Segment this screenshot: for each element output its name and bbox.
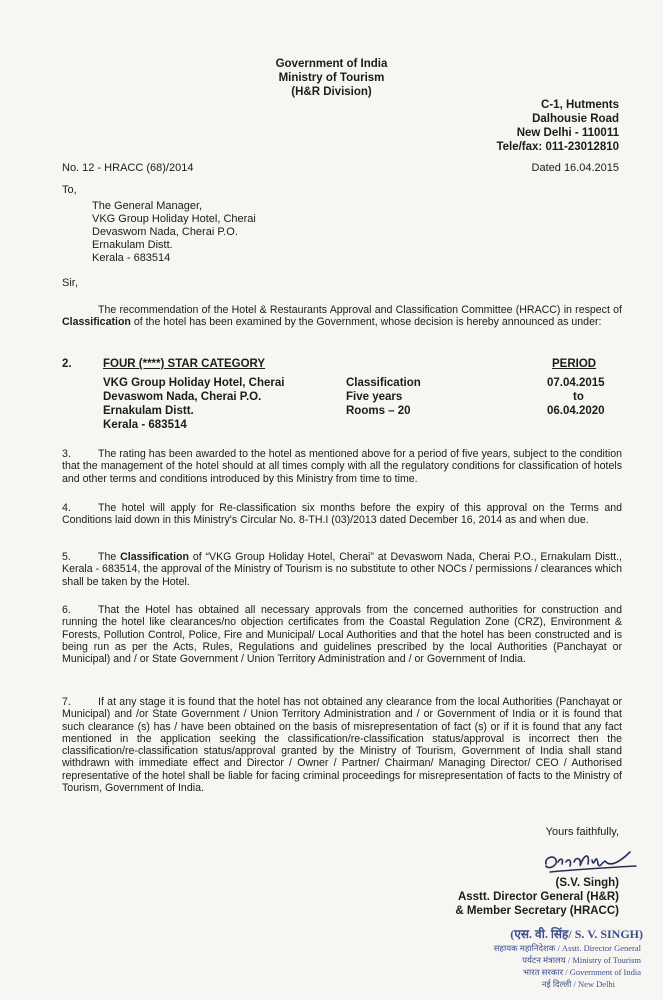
address-line-1: C-1, Hutments (541, 99, 619, 111)
address-line-3: New Delhi - 110011 (516, 127, 619, 139)
classification-line: Five years (346, 391, 403, 403)
address-line-2: Dalhousie Road (532, 113, 619, 125)
paragraph-5: 5. The Classification of “VKG Group Holiday Hotel, Cherai” at Devaswom Nada, Cherai P.O., Ernakulam Distt., Kerala - 683514, the approval of the Ministry of Tourism is no substitute to other NOCs / permissions / clearances which shall be taken by the Hotel. (62, 551, 622, 588)
hotel-name-line: Kerala - 683514 (103, 419, 187, 431)
letterhead-ministry: Ministry of Tourism (278, 72, 385, 84)
closing-yours-faithfully: Yours faithfully, (545, 826, 619, 838)
period-to-word: to (573, 391, 584, 403)
handwritten-signature (540, 840, 640, 878)
official-stamp-line: नई दिल्ली / New Delhi (541, 979, 615, 989)
classification-line: Classification (346, 377, 421, 389)
signatory-name: (S.V. Singh) (555, 877, 619, 889)
addressee-line: The General Manager, (92, 200, 203, 212)
official-stamp-name: (एस. वी. सिंह/ S. V. SINGH) (510, 927, 643, 941)
signatory-title-1: Asstt. Director General (H&R) (457, 891, 619, 903)
paragraph-4: 4. The hotel will apply for Re-classification six months before the expiry of this approval on the Terms and Conditions laid down in this Ministry's Circular No. 8-TH.I (03)/2013 dated December 16, 2014 as and when due. (62, 502, 622, 527)
period-to: 06.04.2020 (547, 405, 605, 417)
paragraph-3: 3. The rating has been awarded to the hotel as mentioned above for a period of five years, subject to the condition that the management of the hotel should at all times comply with all the regulatory conditions for classification of hotels and other terms and conditions introduced by this Ministry from time to time. (62, 448, 622, 485)
section-2-number: 2. (62, 358, 72, 370)
addressee-line: Kerala - 683514 (92, 252, 171, 264)
addressee-line: Ernakulam Distt. (92, 239, 173, 251)
letter-date: Dated 16.04.2015 (531, 162, 619, 174)
star-category-heading: FOUR (****) STAR CATEGORY (103, 358, 266, 370)
address-telefax: Tele/fax: 011-23012810 (496, 141, 619, 153)
official-stamp-line: सहायक महानिदेशक / Asstt. Director General (493, 943, 641, 953)
reference-number: No. 12 - HRACC (68)/2014 (62, 162, 194, 174)
addressee-line: Devaswom Nada, Cherai P.O. (92, 226, 238, 238)
hotel-name-line: VKG Group Holiday Hotel, Cherai (103, 377, 285, 389)
salutation: Sir, (62, 277, 78, 289)
letterhead-division: (H&R Division) (291, 86, 372, 98)
official-stamp-line: पर्यटन मंत्रालय / Ministry of Tourism (522, 955, 641, 965)
letterhead-government: Government of India (275, 58, 388, 70)
addressee-line: VKG Group Holiday Hotel, Cherai (92, 213, 256, 225)
classification-line: Rooms – 20 (346, 405, 411, 417)
to-label: To, (62, 184, 77, 196)
paragraph-6: 6. That the Hotel has obtained all necessary approvals from the concerned authorities for construction and running the hotel like clearances/no objection certificates from the Coastal Regulation Zone (CRZ), Environment & Forests, Pollution Control, Police, Fire and Municipal/ Local Authorities and that the hotel has been constructed and is being run as per the Acts, Rules, Regulations and guidelines prescribed by the local Authorities (Panchayat or Municipal) and / or State Government / Union Territory Administration and / or Government of India. (62, 604, 622, 666)
hotel-name-line: Ernakulam Distt. (103, 405, 194, 417)
period-from: 07.04.2015 (547, 377, 605, 389)
period-heading: PERIOD (552, 358, 597, 370)
hotel-name-line: Devaswom Nada, Cherai P.O. (103, 391, 262, 403)
paragraph-7: 7. If at any stage it is found that the hotel has not obtained any clearance from the local Authorities (Panchayat or Municipal) and /or State Government / Union Territory Administration and / or Government of India or it is found that such clearance (s) has / have been obtained on the basis of misrepresentation of fact (s) or if it is found that any fact mentioned in the application seeking the classification/re-classification status/approval is incorrect then the classification/re-classification status/approval granted by the Ministry of Tourism, Government of India shall stand withdrawn with immediate effect and Director / Owner / Partner/ Chairman/ Managing Director/ CEO / Authorised representative of the hotel shall be liable for facing criminal proceedings for misrepresentation of facts to the Ministry of Tourism, Government of India. (62, 696, 622, 795)
official-stamp-line: भारत सरकार / Government of India (523, 967, 641, 977)
signatory-title-2: & Member Secretary (HRACC) (455, 905, 619, 917)
intro-paragraph: The recommendation of the Hotel & Restaurants Approval and Classification Committee (HRACC) in respect of Classification of the hotel has been examined by the Government, whose decision is hereby announced as under: (62, 304, 622, 329)
